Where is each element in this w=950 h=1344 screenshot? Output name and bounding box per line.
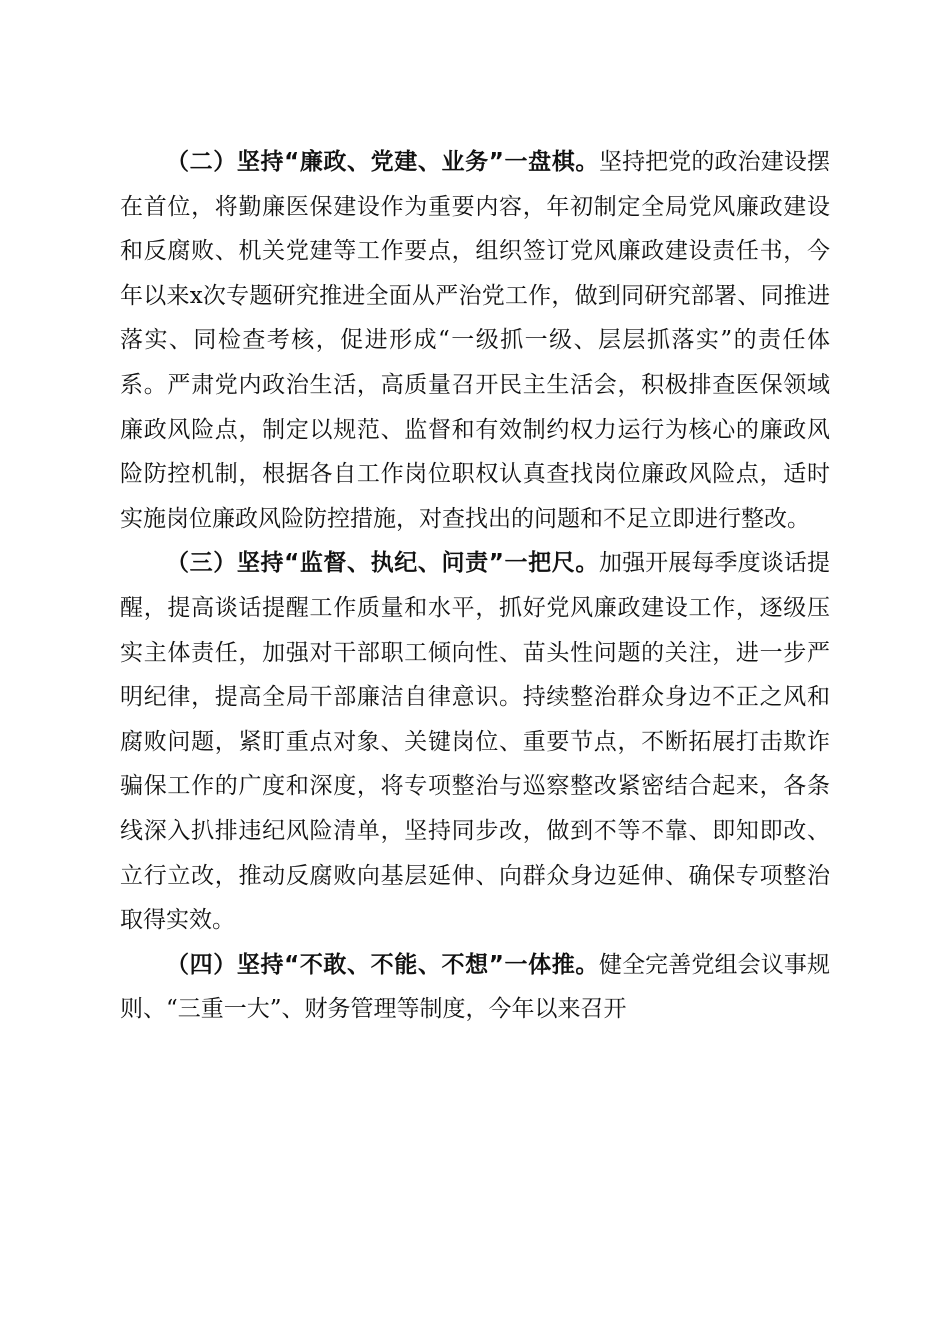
paragraph-party-building xyxy=(120,140,830,541)
paragraph-heading: （三）坚持“监督、执纪、问责”一把尺。 xyxy=(166,550,599,577)
paragraph-heading: （四）坚持“不敢、不能、不想”一体推。 xyxy=(166,951,599,978)
paragraph-text: 加强开展每季度谈话提醒，提高谈话提醒工作质量和水平，抓好党风廉政建设工作，逐级压实主体责任，加强对干部职工倾向性、苗头性问题的关注，进一步严明纪律，提高全局干部廉洁自律意识。持续整治群众身边不正之风和腐败问题，紧盯重点对象、关键岗位、重要节点，不断拓展打击欺诈骗保工作的广度和深度，将专项整治与巡察整改紧密结合起来，各条线深入扒排违纪风险清单，坚持同步改，做到不等不靠、即知即改、立行立改，推动反腐败向基层延伸、向群众身边延伸、确保专项整治取得实效。 xyxy=(120,550,831,934)
paragraph-heading: （二）坚持“廉政、党建、业务”一盘棋。 xyxy=(166,149,599,175)
paragraph-text: 坚持把党的政治建设摆在首位，将勤廉医保建设作为重要内容，年初制定全局党风廉政建设和反腐败、机关党建等工作要点，组织签订党风廉政建设责任书，今年以来x次专题研究推进全面从严治党工作，做到同研究部署、同推进落实、同检查考核，促进形成“一级抓一级、层层抓落实”的责任体系。严肃党内政治生活，高质量召开民主生活会，积极排查医保领域廉政风险点，制定以规范、监督和有效制约权力运行为核心的廉政风险防控机制，根据各自工作岗位职权认真查找岗位廉政风险点，适时实施岗位廉政风险防控措施，对查找出的问题和不足立即进行整改。 xyxy=(120,149,831,532)
paragraph-integrity xyxy=(120,943,830,1032)
paragraph-supervision xyxy=(120,541,830,942)
document-body xyxy=(120,140,830,1032)
paragraph-text: 健全完善党组会议事规则、“三重一大”、财务管理等制度，今年以来召开 xyxy=(120,951,831,1023)
